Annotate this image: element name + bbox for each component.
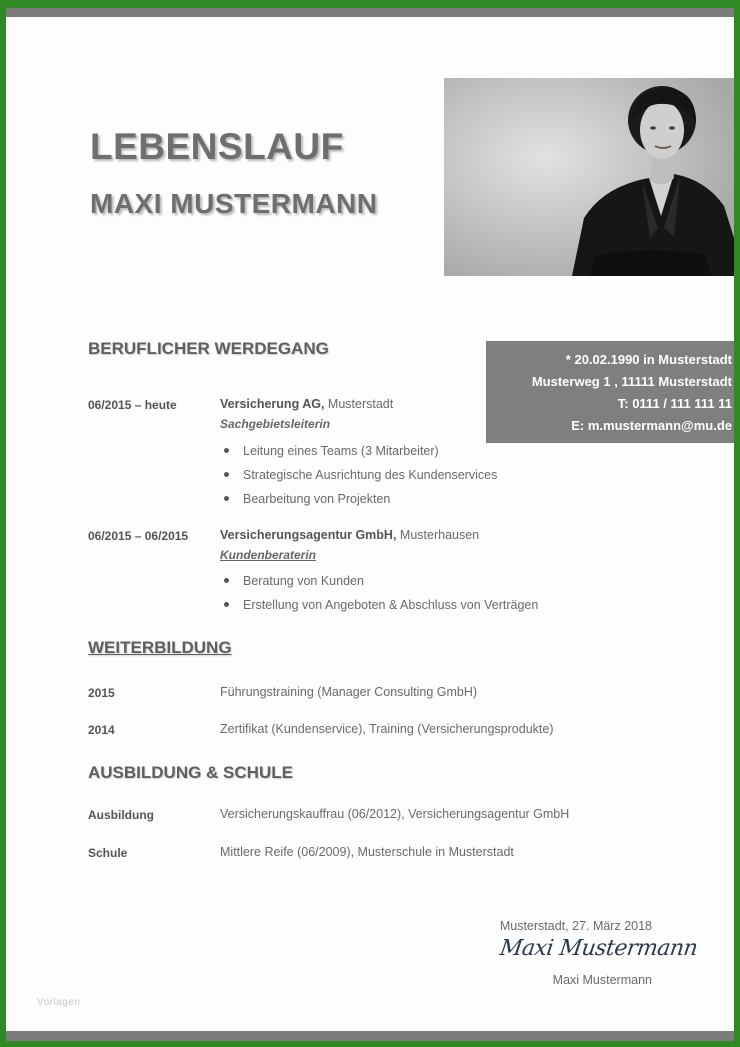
career-period: 06/2015 – heute — [88, 398, 177, 412]
list-item: Leitung eines Teams (3 Mitarbeiter) — [224, 444, 439, 458]
signature-name: Maxi Mustermann — [552, 973, 652, 987]
bullet-icon — [224, 578, 229, 583]
list-item: Beratung von Kunden — [224, 574, 364, 588]
birth-info: * 20.02.1990 in Musterstadt — [565, 352, 732, 367]
bullet-icon — [224, 448, 229, 453]
list-item: Strategische Ausrichtung des Kundenservices — [224, 468, 497, 482]
place-date: Musterstadt, 27. März 2018 — [499, 919, 652, 933]
education-text: Mittlere Reife (06/2009), Musterschule in Musterstadt — [220, 845, 514, 859]
company-location: Musterhausen — [396, 528, 480, 542]
career-period: 06/2015 – 06/2015 — [88, 529, 189, 543]
portrait-photo — [444, 78, 734, 276]
section-heading-training: WEITERBILDUNG — [88, 638, 232, 657]
training-text: Führungstraining (Manager Consulting GmbH) — [220, 685, 478, 699]
top-gray-bar — [6, 8, 734, 17]
section-heading-education: AUSBILDUNG & SCHULE — [88, 763, 293, 782]
person-name: MAXI MUSTERMANN — [90, 188, 378, 219]
email: E: m.mustermann@mu.de — [571, 418, 732, 433]
education-text: Versicherungskauffrau (06/2012), Versicherungsagentur GmbH — [220, 807, 570, 821]
section-heading-career: BERUFLICHER WERDEGANG — [88, 339, 329, 358]
training-text: Zertifikat (Kundenservice), Training (Versicherungsprodukte) — [220, 722, 554, 736]
resume-page — [6, 8, 734, 1041]
address: Musterweg 1 , 11111 Musterstadt — [531, 374, 732, 389]
bottom-gray-bar — [6, 1031, 734, 1041]
watermark: Vorlagen — [37, 997, 81, 1008]
education-label: Schule — [88, 846, 128, 860]
contact-box — [486, 341, 734, 443]
list-item: Erstellung von Angeboten & Abschluss von Verträgen — [224, 598, 538, 612]
list-item: Bearbeitung von Projekten — [224, 492, 390, 506]
company-name: Versicherung AG, — [220, 397, 325, 411]
phone: T: 0111 / 111 111 11 — [617, 396, 732, 411]
training-year: 2015 — [88, 686, 115, 700]
training-year: 2014 — [88, 723, 115, 737]
career-role: Sachgebietsleiterin — [220, 417, 331, 431]
company-name: Versicherungsagentur GmbH, — [220, 528, 397, 542]
document-title: LEBENSLAUF — [90, 126, 344, 167]
bullet-icon — [224, 472, 229, 477]
career-employer — [220, 528, 479, 542]
bullet-icon — [224, 496, 229, 501]
career-role: Kundenberaterin — [220, 548, 317, 562]
company-location: Musterstadt — [324, 397, 394, 411]
education-label: Ausbildung — [88, 808, 154, 822]
portrait-illustration — [444, 78, 734, 276]
bullet-icon — [224, 602, 229, 607]
career-employer — [220, 397, 393, 411]
signature: Maxi Mustermann — [498, 936, 700, 961]
